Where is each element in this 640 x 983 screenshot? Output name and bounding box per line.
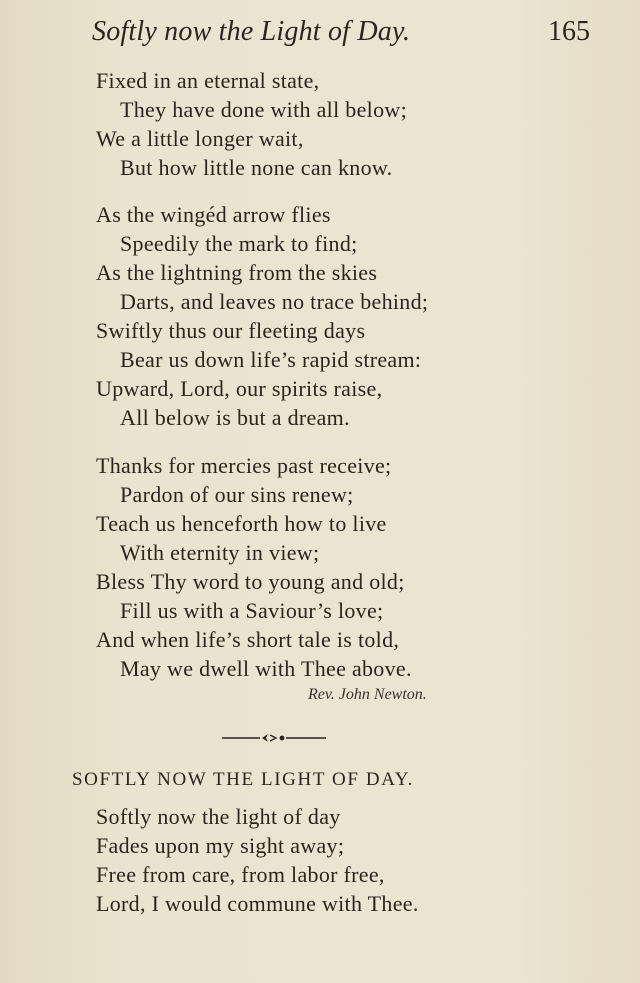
verse-line: But how little none can know. xyxy=(120,155,393,180)
verse-line: Teach us henceforth how to live xyxy=(96,511,387,536)
verse-line: Lord, I would commune with Thee. xyxy=(96,891,419,916)
running-head xyxy=(92,16,590,56)
verse-line: Bear us down life’s rapid stream: xyxy=(120,347,422,372)
verse-line: Softly now the light of day xyxy=(96,804,341,829)
verse-line: Fixed in an eternal state, xyxy=(96,68,320,93)
verse-line: All below is but a dream. xyxy=(120,405,350,430)
verse-line: Free from care, from labor free, xyxy=(96,862,385,887)
fleuron-divider-icon xyxy=(222,730,326,746)
verse-line: Darts, and leaves no trace behind; xyxy=(120,289,429,314)
verse-line: Fades upon my sight away; xyxy=(96,833,345,858)
verse-line: Bless Thy word to young and old; xyxy=(96,569,405,594)
verse-line: They have done with all below; xyxy=(120,97,407,122)
verse-line: As the wingéd arrow flies xyxy=(96,202,331,227)
verse-line: May we dwell with Thee above. xyxy=(120,656,412,681)
verse-line: Speedily the mark to find; xyxy=(120,231,358,256)
verse-line: Fill us with a Saviour’s love; xyxy=(120,598,384,623)
hymn-title: SOFTLY NOW THE LIGHT OF DAY. xyxy=(72,769,414,790)
page-number: 165 xyxy=(548,16,590,47)
verse-line: Pardon of our sins renew; xyxy=(120,482,354,507)
verse-line: As the lightning from the skies xyxy=(96,260,378,285)
verse-line: And when life’s short tale is told, xyxy=(96,627,400,652)
running-title: Softly now the Light of Day. xyxy=(92,16,411,47)
verse-line: With eternity in view; xyxy=(120,540,320,565)
author-attribution: Rev. John Newton. xyxy=(308,686,427,703)
verse-line: Thanks for mercies past receive; xyxy=(96,453,392,478)
verse-line: Upward, Lord, our spirits raise, xyxy=(96,376,383,401)
verse-line: We a little longer wait, xyxy=(96,126,304,151)
verse-line: Swiftly thus our fleeting days xyxy=(96,318,366,343)
